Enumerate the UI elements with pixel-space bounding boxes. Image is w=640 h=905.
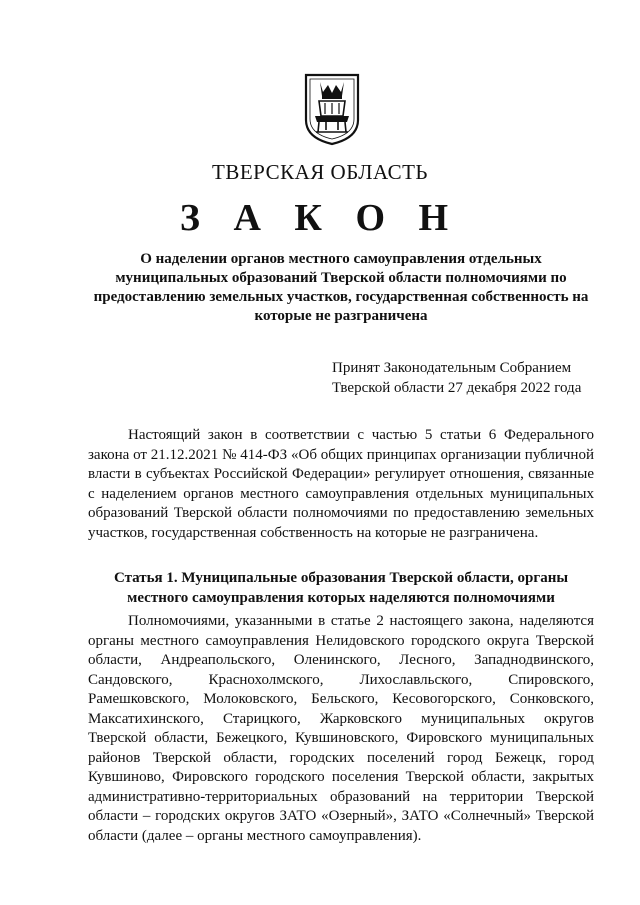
region-name: ТВЕРСКАЯ ОБЛАСТЬ — [212, 160, 428, 184]
preamble-paragraph: Настоящий закон в соответствии с частью 5 статьи 6 Федерального закона от 21.12.2021 № 414-ФЗ «Об общих принципах организации публичной власти в субъектах Российской Федерации» регулирует отношения, связанные с наделением органов местного самоуправления отдельных муниципальных образований Тверской области полномочиями по предоставлению земельных участков, государственная собственность на которые не разграничена. — [88, 427, 594, 541]
adoption-line-2: Тверской области 27 декабря 2022 года — [332, 379, 582, 396]
article-1-paragraph: Полномочиями, указанными в статье 2 настоящего закона, наделяются органы местного самоуправления Нелидовского городского округа Тверской области, Андреапольского, Оленинского, Лесного, Западнодвинского, Сандовского, Краснохолмского, Лихославльского, Спировского, Рамешковского, Молоковского, Бельского, Кесовогорского, Сонковского, Максатихинского, Старицкого, Жарковского муниципальных округов Тверской области, Бежецкого, Кувшиновского, Фировского муниципальных районов Тверской области, городских поселений город Бежецк, город Кувшиново, Фировского городского поселения Тверской области, закрытых административно-территориальных образований на территории Тверской области – городских округов ЗАТО «Озерный», ЗАТО «Солнечный» Тверской области (далее – органы местного самоуправления). — [88, 613, 594, 844]
document-type: З А К О Н — [179, 197, 461, 239]
coat-of-arms-icon — [303, 72, 361, 146]
law-title: О наделении органов местного самоуправления отдельных муниципальных образований Тверской области полномочиями по предоставлению земельных участков, государственная собственность на которые не разграничена — [93, 251, 589, 324]
adoption-line-1: Принят Законодательным Собранием — [332, 360, 572, 376]
adoption-note — [332, 359, 612, 398]
article-1-heading: Статья 1. Муниципальные образования Тверской области, органы местного самоуправления которых наделяются полномочиями — [113, 570, 569, 606]
